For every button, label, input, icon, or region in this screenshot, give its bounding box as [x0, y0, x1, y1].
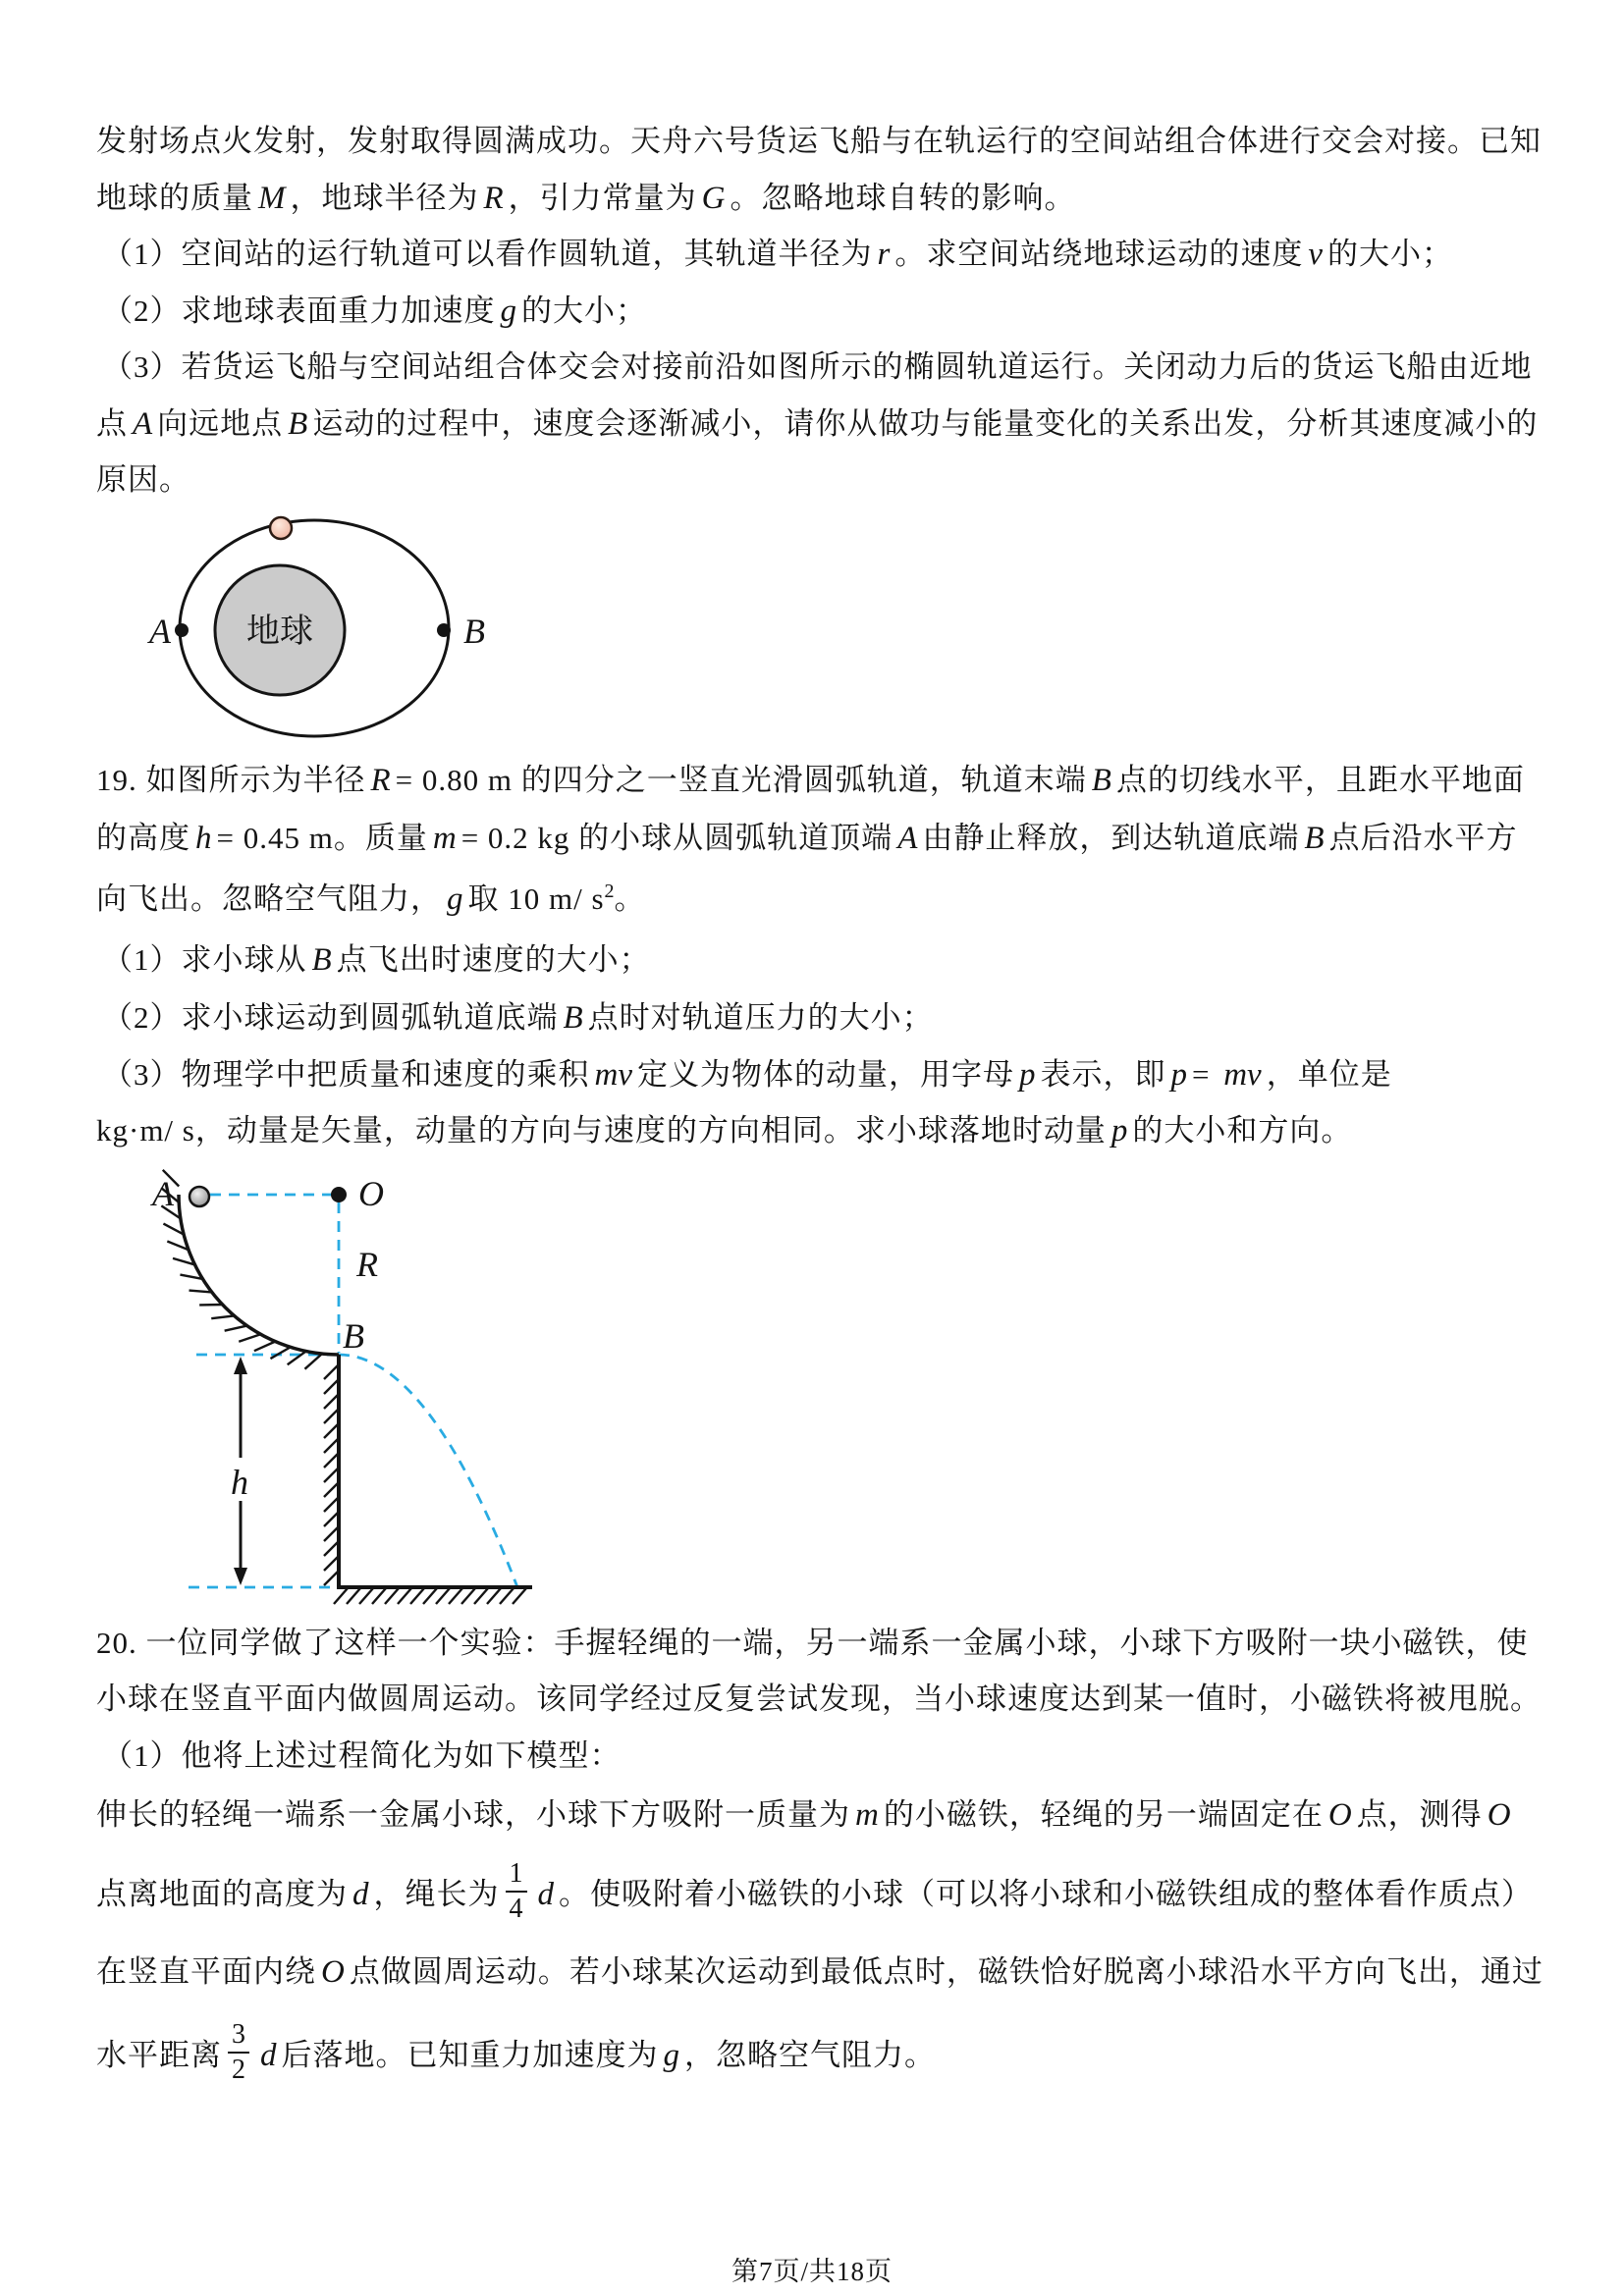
text-line: 发射场点火发射，发射取得圆满成功。天舟六号货运飞船与在轨运行的空间站组合体进行交会对接。已知 [96, 124, 1542, 158]
math-var: A [133, 406, 153, 442]
text-line: （3）若货运飞船与空间站组合体交会对接前沿如图所示的椭圆轨道运行。关闭动力后的货运飞船由近地 [102, 349, 1533, 384]
track-figure [128, 1163, 589, 1625]
track-b-label: B [343, 1316, 364, 1356]
text-line: 点 A 向远地点 B 运动的过程中，速度会逐渐减小，请你从做功与能量变化的关系出发，分析其速度减小的 [96, 406, 1539, 442]
fraction: $\frac{1}{4}$ [506, 1858, 527, 1925]
text-line: 原因。 [96, 462, 190, 497]
h-arrow-head-top [234, 1357, 247, 1374]
track-o-label: O [358, 1174, 384, 1213]
math-var: M [258, 181, 286, 216]
text-line: 点离地面的高度为 d ，绳长为 $\frac{1}{4}$ d 。使吸附着小磁铁的小球（可以将小球和小磁铁组成的整体看作质点） [96, 1858, 1533, 1924]
text-line: （2）求地球表面重力加速度 g 的大小； [102, 294, 647, 329]
math-var: h [195, 821, 212, 856]
math-var: G [701, 181, 726, 216]
orbit-figure-svg [142, 506, 515, 766]
apogee-dot [437, 623, 451, 637]
ball-at-a [189, 1187, 209, 1206]
h-arrow-head-bottom [234, 1568, 247, 1585]
projectile-trajectory [339, 1355, 517, 1587]
math-var: B [563, 1000, 583, 1036]
math-var: d [260, 2038, 277, 2074]
spacecraft-ball [270, 517, 292, 539]
text-line: （2）求小球运动到圆弧轨道底端 B 点时对轨道压力的大小； [102, 1000, 934, 1036]
math-var: O [1487, 1797, 1511, 1833]
math-var: B [1091, 763, 1111, 798]
math-var: mv [594, 1057, 632, 1093]
page-number: 第7页/共18页 [731, 2257, 893, 2286]
text-line: 20. 一位同学做了这样一个实验：手握轻绳的一端，另一端系一金属小球，小球下方吸附一块小磁铁，使 [96, 1626, 1529, 1660]
arc-hatching [161, 1170, 322, 1369]
math-var: B [288, 406, 308, 442]
math-var: r [877, 237, 891, 272]
orbit-figure [142, 506, 515, 766]
earth-label: 地球 [246, 614, 313, 650]
point-a-label: A [149, 612, 171, 651]
math-var: O [1327, 1797, 1352, 1833]
ground-hatching [334, 1588, 526, 1604]
text-line: 伸长的轻绳一端系一金属小球，小球下方吸附一质量为 m 的小磁铁，轻绳的另一端固定在 O 点，测得 O [96, 1792, 1516, 1838]
math-var: p [1018, 1057, 1036, 1093]
text-line: （1）求小球从 B 点飞出时速度的大小； [102, 942, 651, 978]
superscript: 2 [604, 881, 615, 902]
text-line: 水平距离 $\frac{3}{2}$ d 后落地。已知重力加速度为 g ，忽略空气阻力。 [96, 2019, 936, 2085]
math-var: B [1304, 821, 1325, 856]
text-line: 地球的质量 M ，地球半径为 R ，引力常量为 G 。忽略地球自转的影响。 [96, 181, 1076, 216]
quarter-arc-track [179, 1195, 339, 1355]
math-var: g [663, 2038, 679, 2074]
math-var: v [1308, 237, 1323, 272]
text-line: （1）他将上述过程简化为如下模型： [102, 1738, 622, 1773]
wall-hatching [324, 1365, 338, 1585]
text-line: 向飞出。忽略空气阻力， g 取 10 m/ $s^2$。 [96, 881, 646, 917]
text-line: 在竖直平面内绕 O 点做圆周运动。若小球某次运动到最低点时，磁铁恰好脱离小球沿水平方向飞出，通过 [96, 1954, 1543, 1990]
math-var: A [897, 821, 918, 856]
track-r-label: R [356, 1245, 378, 1284]
math-var: R [483, 181, 504, 216]
track-h-label: h [231, 1463, 248, 1502]
math-var: d [537, 1877, 554, 1913]
track-a-label: A [152, 1174, 174, 1213]
math-var: m [855, 1797, 879, 1833]
track-figure-svg [128, 1163, 589, 1625]
text-line: 19. 如图所示为半径 R = 0.80 m 的四分之一竖直光滑圆弧轨道，轨道末端 B 点的切线水平，且距水平地面 [96, 763, 1525, 798]
text-line: （1）空间站的运行轨道可以看作圆轨道，其轨道半径为 r 。求空间站绕地球运动的速度 v 的大小； [102, 237, 1453, 272]
math-var: B [311, 942, 332, 978]
text-line: 的高度 h = 0.45 m。质量 m = 0.2 kg 的小球从圆弧轨道顶端 A 由静止释放，到达轨道底端 B 点后沿水平方 [96, 821, 1518, 856]
math-var: m [432, 821, 457, 856]
math-var: d [352, 1877, 369, 1913]
math-var: g [447, 881, 463, 917]
math-var: R [370, 763, 391, 798]
text-line: kg·m/ s，动量是矢量，动量的方向与速度的方向相同。求小球落地时动量 p 的大小和方向。 [96, 1113, 1353, 1148]
text-line: 小球在竖直平面内做圆周运动。该同学经过反复尝试发现，当小球速度达到某一值时，小磁铁将被甩脱。 [96, 1682, 1542, 1716]
text-line: （3）物理学中把质量和速度的乘积 mv 定义为物体的动量，用字母 p 表示，即 p = mv ，单位是 [102, 1057, 1392, 1093]
math-var: p [1170, 1057, 1187, 1093]
math-var: g [500, 294, 516, 329]
center-o-dot [331, 1187, 347, 1202]
fraction: $\frac{3}{2}$ [228, 2019, 249, 2086]
math-var: O [321, 1954, 345, 1990]
perigee-dot [175, 623, 189, 637]
point-b-label: B [463, 612, 485, 651]
math-var: p [1110, 1113, 1128, 1148]
math-var: mv [1223, 1057, 1262, 1093]
